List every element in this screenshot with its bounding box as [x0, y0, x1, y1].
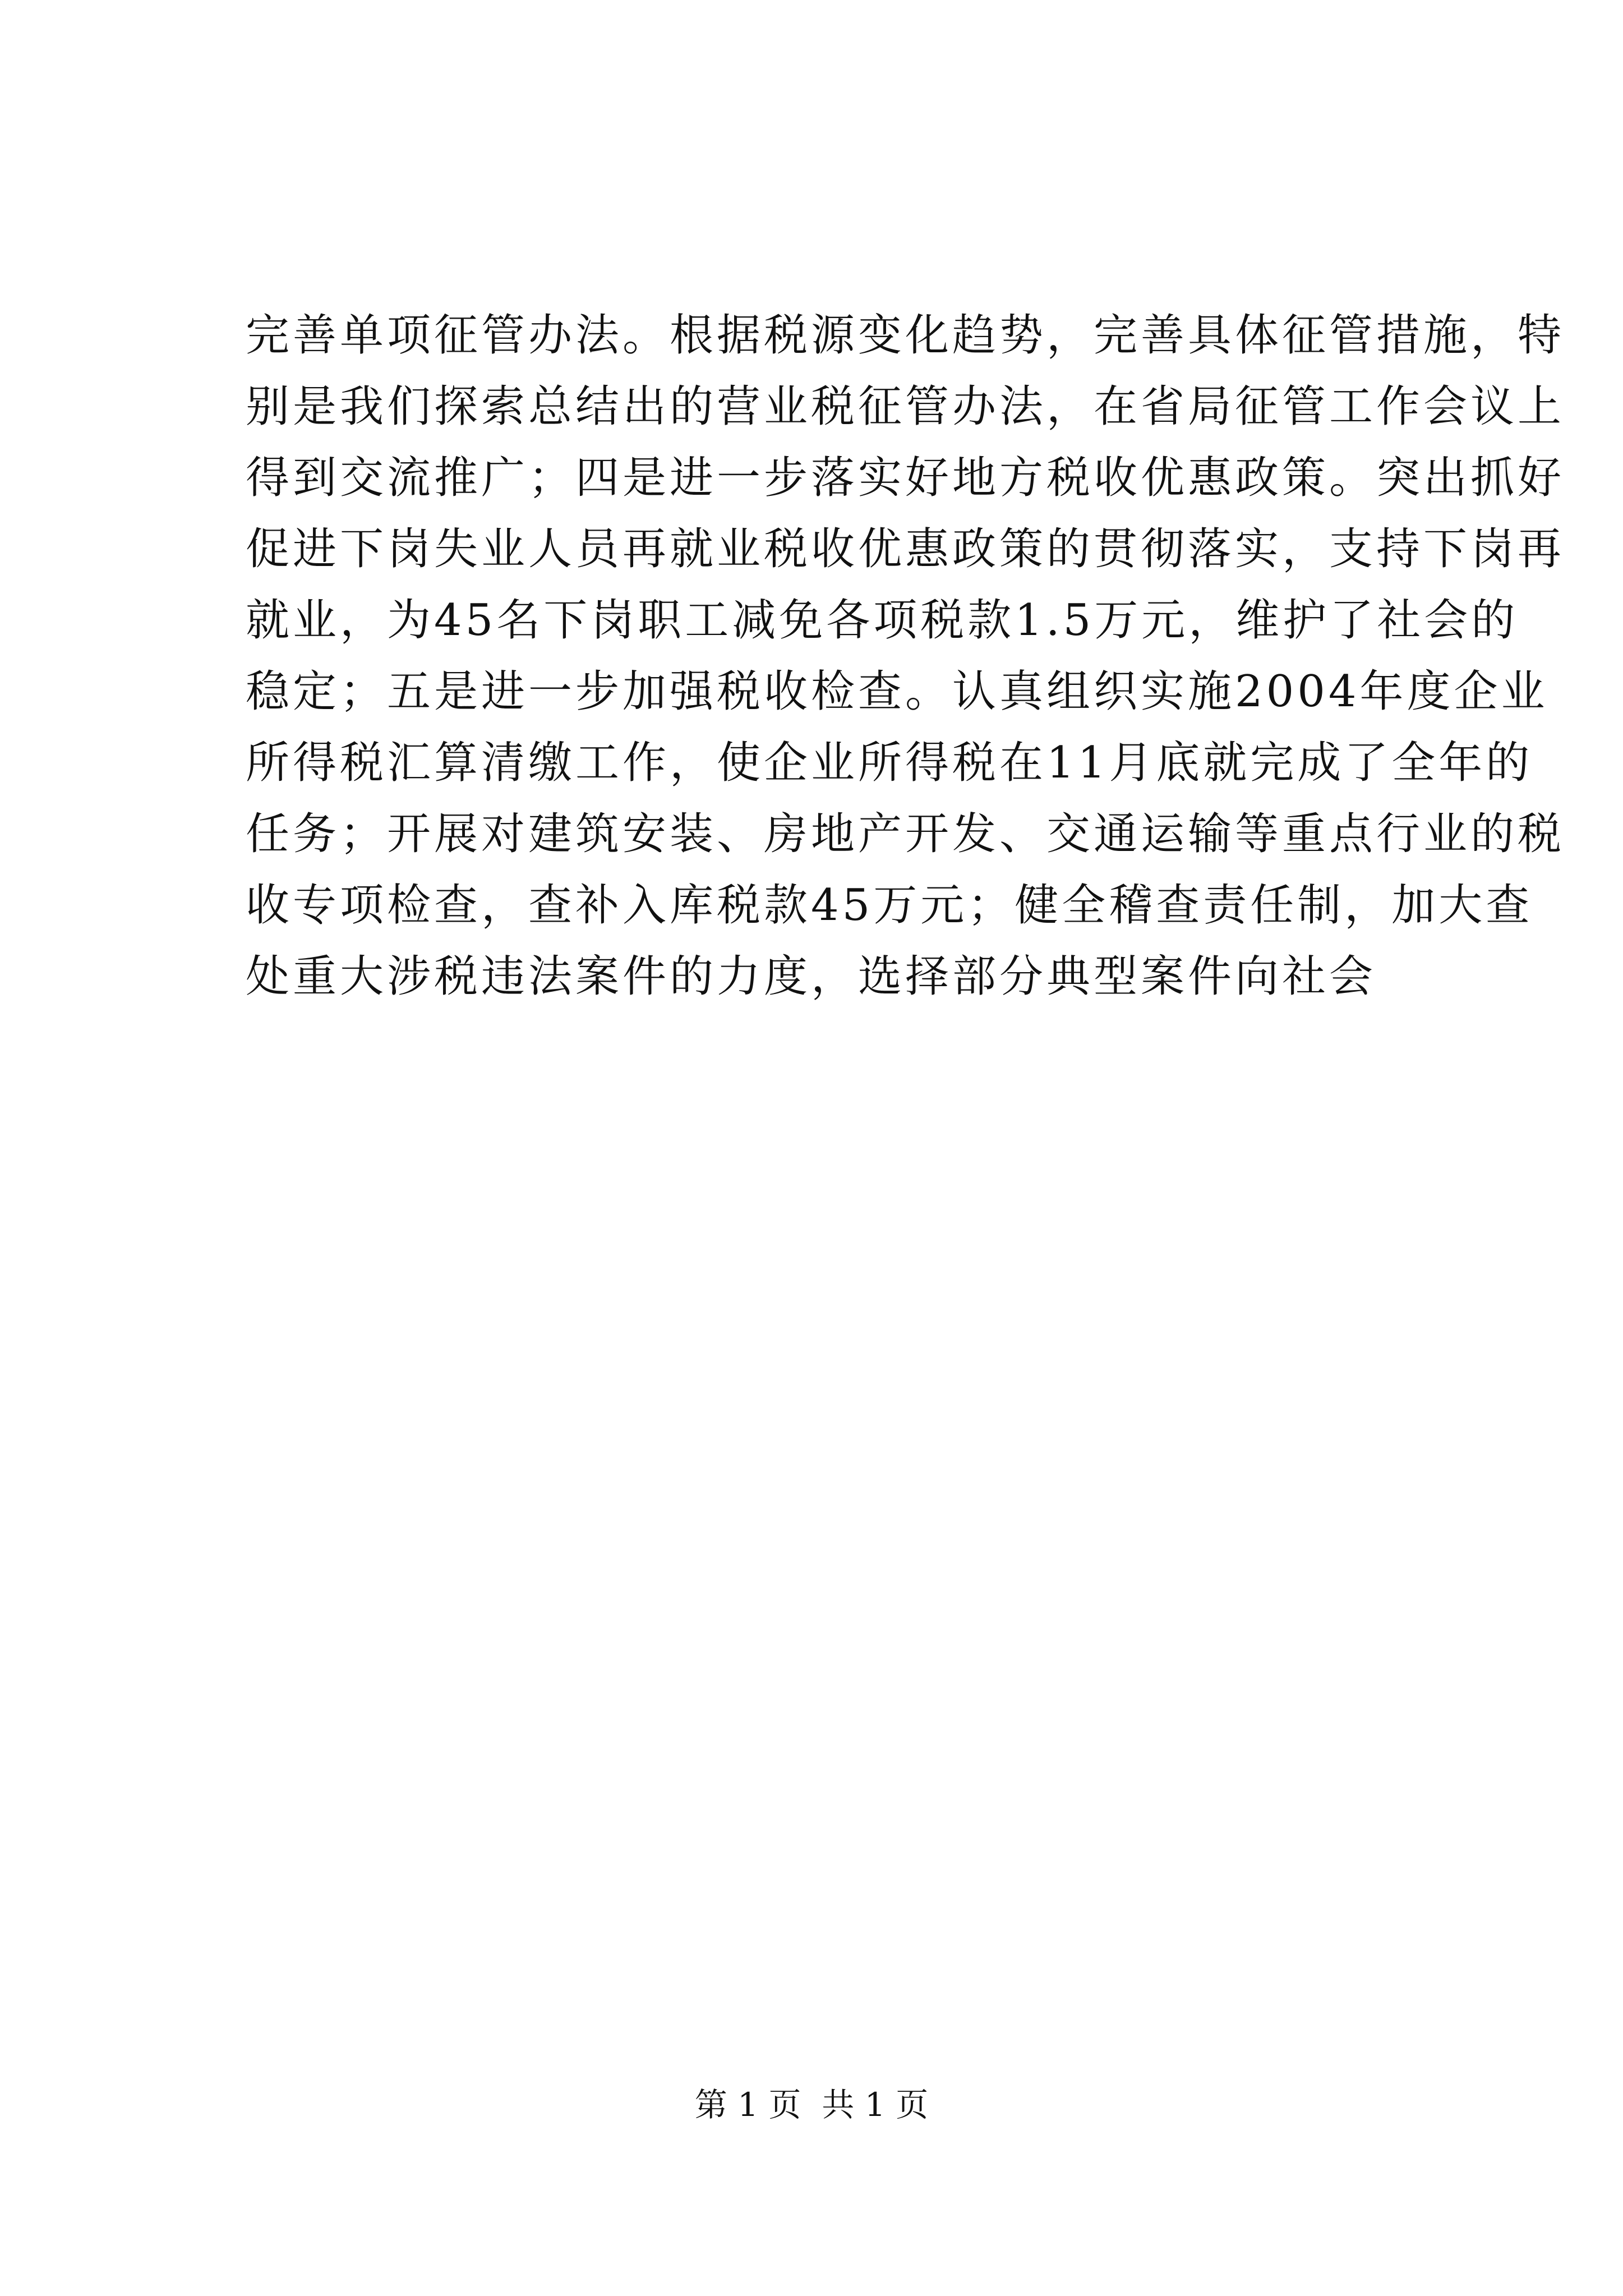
- text-line: 得到交流推广；四是进一步落实好地方税收优惠政策。突出抓好: [246, 453, 1565, 503]
- text-line: 稳定；五是进一步加强税收检查。认真组织实施2004年度企业: [246, 666, 1548, 717]
- text-line: 处重大涉税违法案件的力度，选择部分典型案件向社会: [246, 951, 1377, 1002]
- text-line: 收专项检查，查补入库税款45万元；健全稽查责任制，加大查: [246, 880, 1533, 931]
- page-number-footer: 第 1 页 共 1 页: [694, 2086, 929, 2124]
- text-line: 任务；开展对建筑安装、房地产开发、交通运输等重点行业的税: [246, 809, 1565, 859]
- text-line: 促进下岗失业人员再就业税收优惠政策的贯彻落实，支持下岗再: [246, 524, 1565, 574]
- text-line: 就业，为45名下岗职工减免各项税款1.5万元，维护了社会的: [246, 595, 1519, 646]
- text-line: 所得税汇算清缴工作，使企业所得税在11月底就完成了全年的: [246, 738, 1533, 788]
- text-line: 完善单项征管办法。根据税源变化趋势，完善具体征管措施，特: [246, 310, 1565, 361]
- body-paragraph: [246, 300, 1565, 1013]
- text-line: 别是我们探索总结出的营业税征管办法，在省局征管工作会议上: [246, 381, 1565, 432]
